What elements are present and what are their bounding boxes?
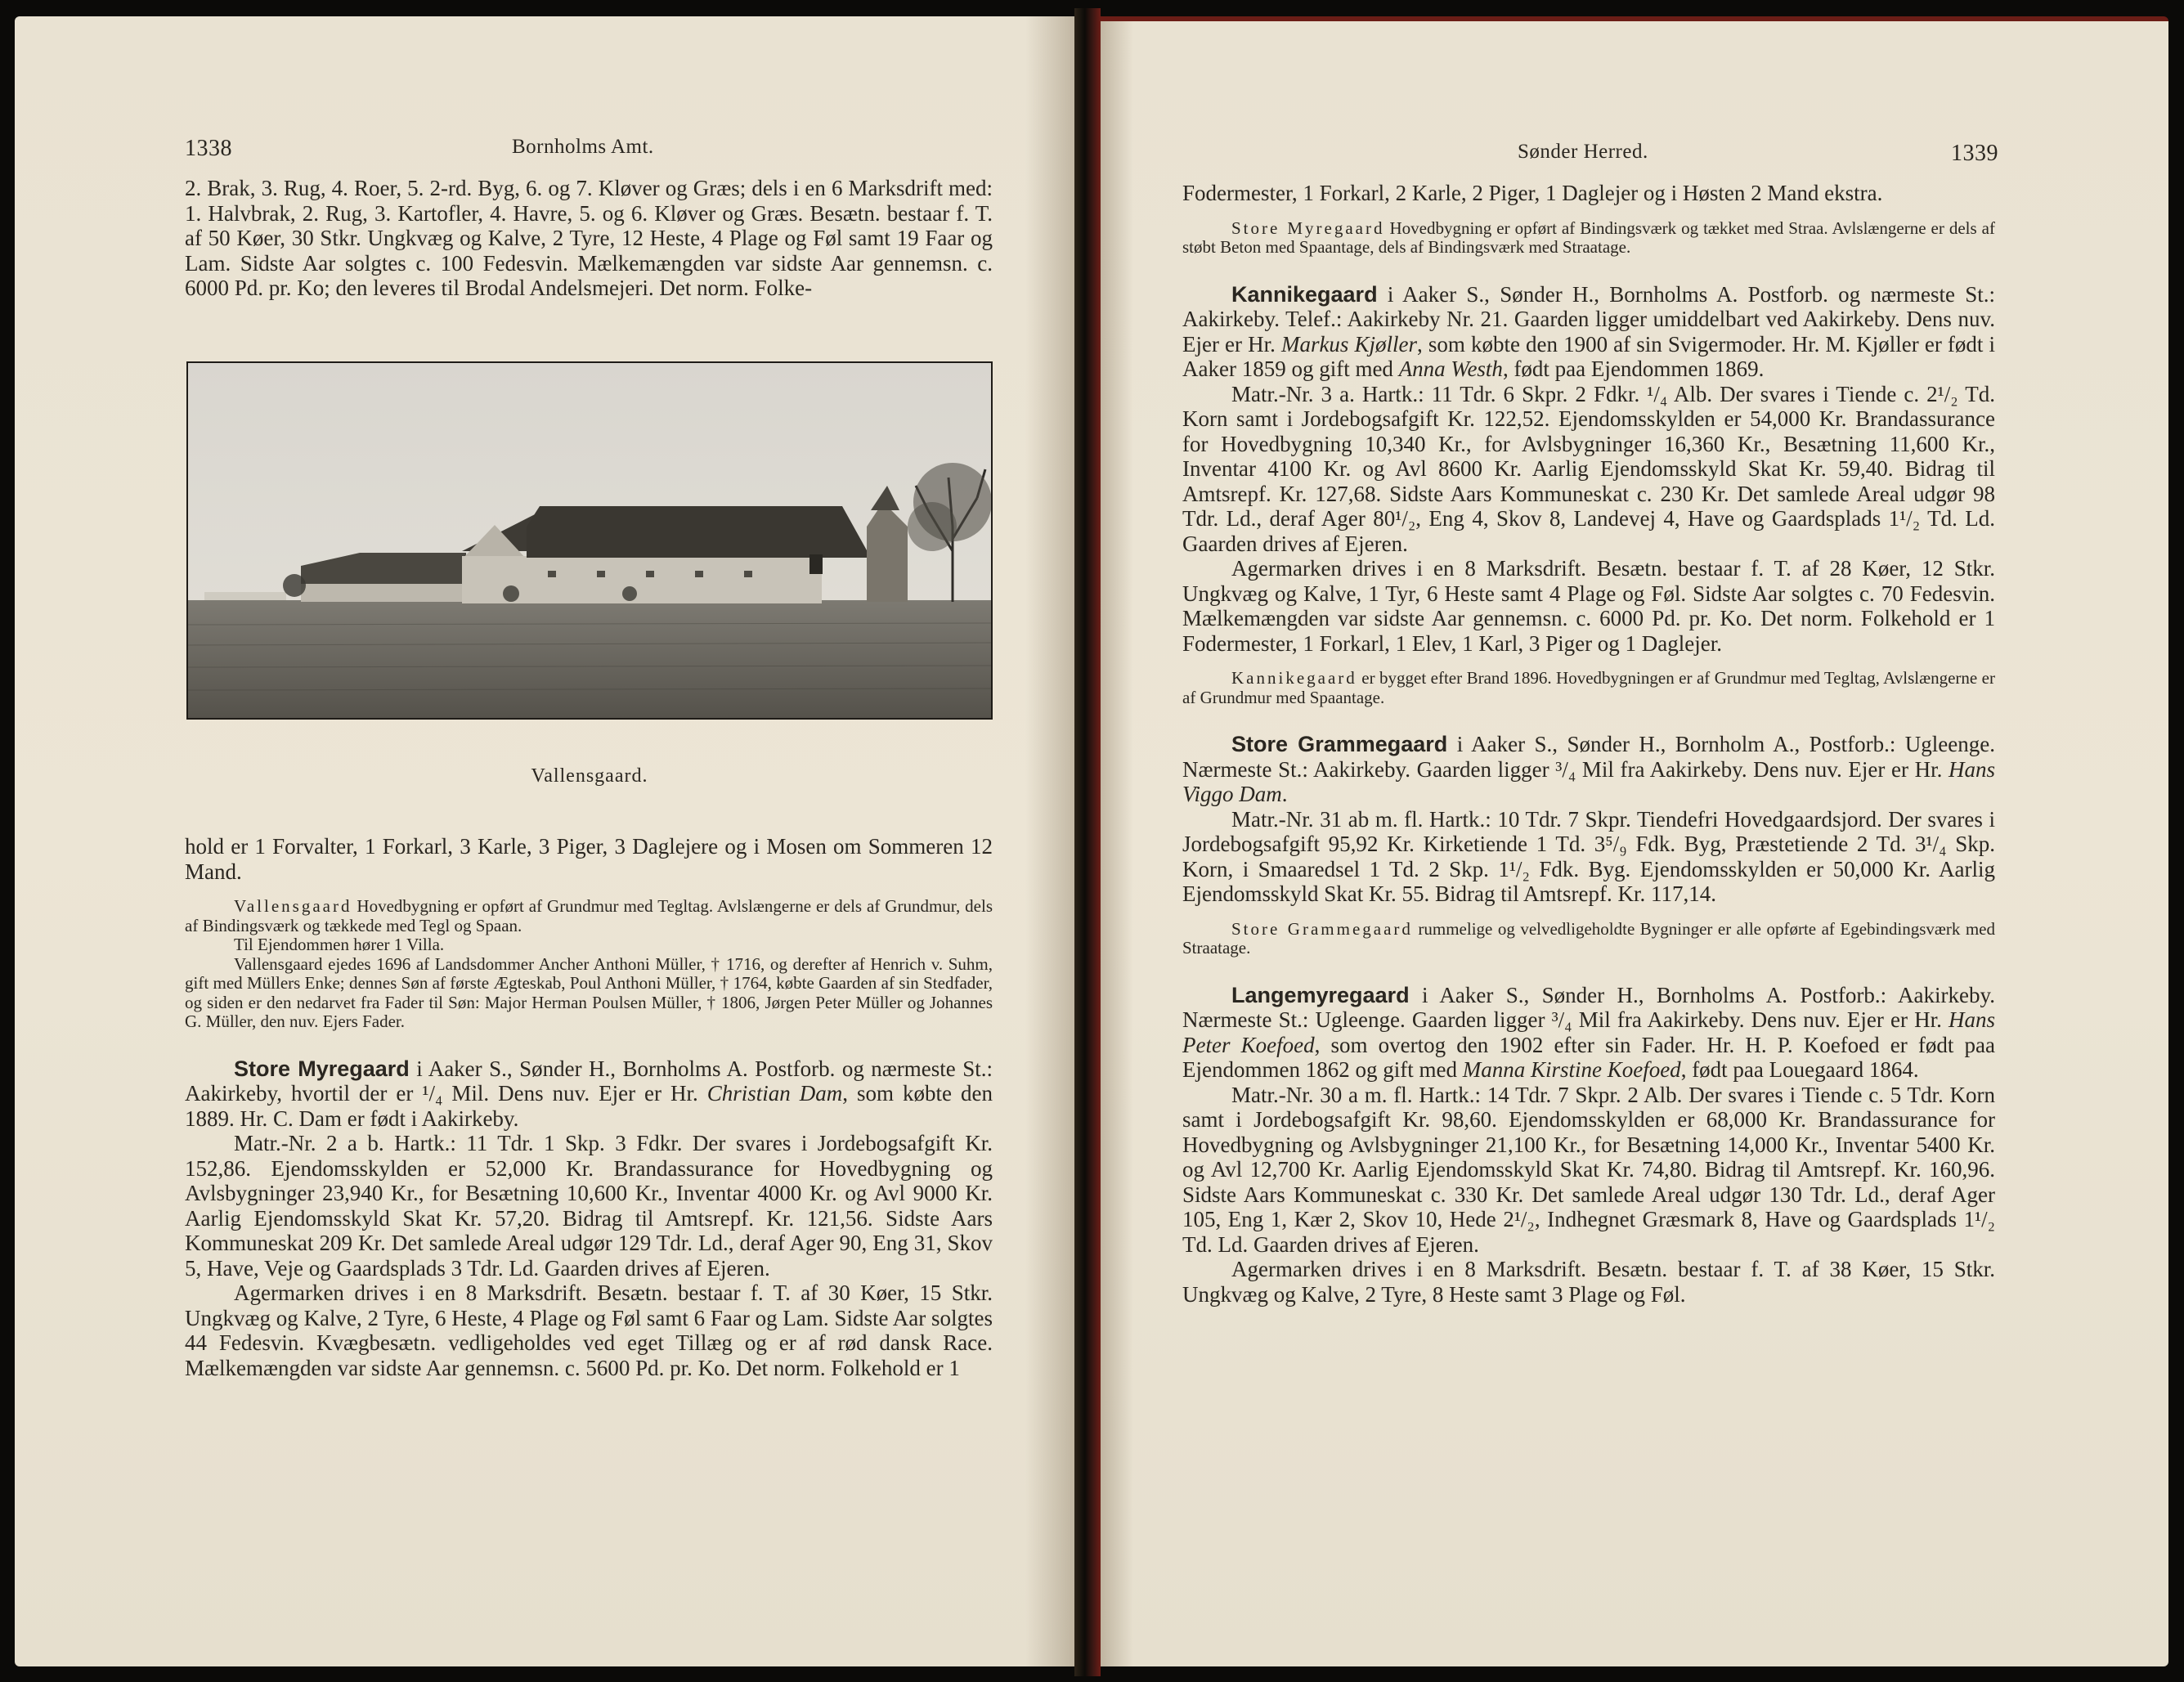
- note-rest: rummelige og velvedligeholdte Bygninger er alle opførte af Egebindingsværk med Straatage.: [1182, 918, 1996, 958]
- entry-text: i Aaker S., Sønder H., Bornholm A., Postforb.: Ugleenge. Nærmeste St.: Aakirkeby. Gaarden ligger ³/₄ Mil fra Aakirkeby. Dens nuv. Ejer er Hr.: [1182, 732, 1995, 782]
- villa-note: Til Ejendommen hører 1 Villa.: [234, 935, 445, 954]
- vallensgaard-photo: [188, 363, 991, 718]
- note-rest: Hovedbygning er opført af Grundmur med Tegltag. Avlslængerne er dels af Grundmur, dels af Bindingsværk og tækkede med Tegl og Spaan.: [185, 896, 993, 935]
- langemyregaard-details: Matr.-Nr. 30 a m. fl. Hartk.: 14 Tdr. 7 Skpr. 2 Alb. Der svares i Tiende c. 5 Tdr. Korn samt i Jordebogsafgift Kr. 98,60. Ejendomsskylden er 68,000 Kr. Brandassurance for Hovedbygning og Avlsbygninger 21,100 Kr., for Besætning 14,000 Kr., Inventar 5400 Kr. og Avl 12,700 Kr. Aarlig Ejendomsskyld Skat Kr. 74,80. Bidrag til Amtsrepf. Kr. 160,96. Sidste Aars Kommuneskat c. 330 Kr. Det samlede Areal udgør 130 Tdr. Ld., deraf Ager 105, Eng 1, Kær 2, Skov 10, Hede 2¹/₂, Indhegnet Græsmark 8, Have og Gaardsplads 1¹/₂ Td. Ld. Gaarden drives af Ejeren.: [1182, 1082, 1995, 1257]
- farm-name: Store Grammegaard: [1231, 732, 1448, 756]
- langemyregaard-entry: [1182, 983, 1995, 1083]
- store-myregaard-farming: Agermarken drives i en 8 Marksdrift. Besætn. bestaar f. T. af 30 Køer, 15 Stkr. Ungkvæg og Kalve, 2 Tyre, 6 Heste, 4 Plage og Føl samt 6 Faar og Lam. Sidste Aar solgtes 44 Fedesvin. Kvægbesætn. vedligeholdes ved eget Tillæg og er af rød dansk Race. Mælkemængden var sidste Aar gennemsn. c. 5600 Pd. pr. Ko. Det norm. Folkehold er 1: [185, 1281, 993, 1380]
- vallensgaard-building-note: [185, 897, 993, 935]
- langemyregaard-farming: Agermarken drives i en 8 Marksdrift. Besætn. bestaar f. T. af 38 Køer, 15 Stkr. Ungkvæg og Kalve, 2 Tyre, 8 Heste samt 3 Plage og Føl.: [1182, 1257, 1995, 1307]
- wife-name: Manna Kirstine Koefoed: [1462, 1057, 1681, 1082]
- right-page: [1101, 16, 2168, 1666]
- left-lower: [185, 834, 993, 1380]
- note-lead: Store Myregaard: [1231, 218, 1385, 238]
- store-myregaard-details: Matr.-Nr. 2 a b. Hartk.: 11 Tdr. 1 Skp. 3 Fdkr. Der svares i Jordebogsafgift Kr. 152,86. Ejendomsskylden er 52,000 Kr. Brandassurance for Hovedbygning og Avlsbygninger 23,940 Kr., for Besætning 10,600 Kr., Inventar 4000 Kr. og Avl 9000 Kr. Aarlig Ejendomsskyld Skat Kr. 57,20. Bidrag til Amtsrepf. Kr. 121,56. Sidste Aars Kommuneskat 209 Kr. Det samlede Areal udgør 129 Tdr. Ld., deraf Ager 90, Eng 31, Skov 5, Have, Veje og Gaardsplads 3 Tdr. Ld. Gaarden drives af Ejeren.: [185, 1131, 993, 1281]
- book-gutter: [1074, 8, 1101, 1676]
- owner-name: Hans Viggo Dam: [1182, 756, 1995, 806]
- spacer: [185, 1032, 993, 1056]
- spacer: [1182, 707, 1995, 732]
- owner-name: Hans Peter Koefoed: [1182, 1007, 1995, 1057]
- running-head: Sønder Herred.: [1518, 141, 1648, 163]
- note-rest: Hovedbygning er opført af Bindingsværk og tækket med Straa. Avlslængerne er dels af støbt Beton med Spaantage, dels af Bindingsværk med Straatage.: [1182, 218, 1995, 257]
- photo-caption: Vallensgaard.: [531, 765, 648, 787]
- kannikegaard-building-note: [1182, 669, 1995, 707]
- continuation-paragraph: Fodermester, 1 Forkarl, 2 Karle, 2 Piger, 1 Daglejer og i Høsten 2 Mand ekstra.: [1182, 181, 1883, 205]
- wife-name: Anna Westh: [1398, 357, 1503, 381]
- spacer: [1182, 958, 1995, 983]
- store-grammegaard-details: Matr.-Nr. 31 ab m. fl. Hartk.: 10 Tdr. 7 Skpr. Tiendefri Hovedgaardsjord. Der svares i Jordebogsafgift 95,92 Kr. Kirketiende 1 Td. 3⁵/₉ Fdk. Byg, Præstetiende 2 Td. 3¹/₄ Skp. Korn, i Smaaredsel 1 Td. 2 Skp. 1¹/₂ Fdk. Byg. Ejendomsskylden er 50,000 Kr. Aarlig Ejendomsskyld Skat Kr. 55. Bidrag til Amtsrepf. Kr. 117,14.: [1182, 806, 1995, 906]
- store-grammegaard-building-note: [1182, 920, 1995, 958]
- entry-text: , som overtog den 1902 efter sin Fader. Hr. H. P. Koefoed er født paa Ejendommen 1862 og gift med: [1182, 1032, 1995, 1082]
- owner-name: Christian Dam: [706, 1081, 843, 1106]
- entry-text: .: [1281, 782, 1288, 806]
- page-number: 1338: [185, 136, 232, 161]
- folkehold-paragraph: hold er 1 Forvalter, 1 Forkarl, 3 Karle, 3 Piger, 3 Daglejere og i Mosen om Sommeren 12 Mand.: [185, 834, 993, 884]
- store-grammegaard-entry: [1182, 732, 1995, 807]
- entry-text: i Aaker S., Sønder H., Bornholms A. Postforb. og nærmeste St.: Aakirkeby. Telef.: Aakirkeby Nr. 21. Gaarden ligger umiddelbart ved Aakirkeby. Dens nuv. Ejer er Hr.: [1182, 281, 1995, 357]
- farm-photo: [186, 361, 993, 720]
- right-column: [1182, 181, 1995, 1307]
- entry-text: , som købte den 1900 af sin Svigermoder. Hr. M. Kjøller er født i Aaker 1859 og gift med: [1182, 331, 1995, 381]
- entry-text: , født paa Louegaard 1864.: [1680, 1057, 1919, 1082]
- owner-name: Markus Kjøller: [1280, 331, 1418, 357]
- note-lead: Vallensgaard: [234, 896, 352, 916]
- page-number: 1339: [1951, 141, 1998, 166]
- entry-text: , som købte den 1889. Hr. C. Dam er født i Aakirkeby.: [185, 1081, 993, 1131]
- left-intro: [185, 176, 993, 301]
- farm-name: Kannikegaard: [1231, 281, 1378, 307]
- note-lead: Store Grammegaard: [1231, 918, 1413, 939]
- running-head: Bornholms Amt.: [512, 136, 654, 158]
- history-note: Vallensgaard ejedes 1696 af Landsdommer Ancher Anthoni Müller, † 1716, og derefter af Henrich v. Suhm, gift med Müllers Enke; dennes Søn af første Ægteskab, Poul Anthoni Müller, † 1764, købte Gaarden af sin Stedfader, og siden er den nedarvet fra Fader til Søn: Major Herman Poulsen Müller, † 1806, Jørgen Peter Müller og Johannes G. Müller, den nuv. Ejers Fader.: [185, 953, 993, 1031]
- store-myregaard-building-note: [1182, 219, 1995, 258]
- note-lead: Kannikegaard: [1231, 668, 1357, 688]
- farm-name: Langemyregaard: [1231, 982, 1410, 1007]
- entry-text: i Aaker S., Sønder H., Bornholms A. Postforb. og nærmeste St.: Aakirkeby, hvortil der er ¹/₄ Mil. Dens nuv. Ejer er Hr.: [185, 1056, 993, 1106]
- spacer: [1182, 656, 1995, 669]
- spacer: [185, 884, 993, 897]
- spacer: [1182, 907, 1995, 920]
- spacer: [1182, 258, 1995, 282]
- intro-paragraph: 2. Brak, 3. Rug, 4. Roer, 5. 2-rd. Byg, 6. og 7. Kløver og Græs; dels i en 6 Marksdrift med: 1. Halvbrak, 2. Rug, 3. Kartofler, 4. Havre, 5. og 6. Kløver og Græs. Besætn. bestaar f. T. af 50 Køer, 30 Stkr. Ungkvæg og Kalve, 2 Tyre, 12 Heste, 4 Plage og Føl samt 19 Faar og Lam. Sidste Aar solgtes c. 100 Fedesvin. Mælkemængden var sidste Aar gennemsn. c. 6000 Pd. pr. Ko; den leveres til Brodal Andelsmejeri. Det norm. Folke-: [185, 176, 993, 300]
- note-rest: er bygget efter Brand 1896. Hovedbygningen er af Grundmur med Tegltag, Avlslængerne er af Grundmur med Spaantage.: [1182, 668, 1995, 707]
- kannikegaard-farming: Agermarken drives i en 8 Marksdrift. Besætn. bestaar f. T. af 28 Køer, 12 Stkr. Ungkvæg og Kalve, 1 Tyr, 6 Heste samt 4 Plage og Føl. Sidste Aar solgtes c. 70 Fedesvin. Mælkemængden var sidste Aar gennemsn. c. 6000 Pd. pr. Ko. Det norm. Folkehold er 1 Fodermester, 1 Forkarl, 1 Elev, 1 Karl, 3 Piger og 1 Daglejer.: [1182, 556, 1995, 656]
- kannikegaard-details: Matr.-Nr. 3 a. Hartk.: 11 Tdr. 6 Skpr. 2 Fdkr. ¹/₄ Alb. Der svares i Tiende c. 2¹/₂ Td. Korn samt i Jordebogsafgift Kr. 122,52. Ejendomsskylden er 54,000 Kr. Brandassurance for Hovedbygning 10,340 Kr., for Avlsbygninger 16,360 Kr., Besætning 11,600 Kr., Inventar 4100 Kr. og Avl 8600 Kr. Aarlig Ejendomsskyld Skat Kr. 59,40. Bidrag til Amtsrepf. Kr. 127,68. Sidste Aars Kommuneskat c. 230 Kr. Det samlede Areal udgør 98 Tdr. Ld., deraf Ager 80¹/₂, Eng 4, Skov 8, Landevej 4, Have og Gaardsplads 1¹/₂ Td. Ld. Gaarden drives af Ejeren.: [1182, 381, 1995, 556]
- store-myregaard-entry: [185, 1056, 993, 1132]
- kannikegaard-entry: [1182, 282, 1995, 382]
- entry-text: , født paa Ejendommen 1869.: [1502, 357, 1765, 381]
- spacer: [1182, 206, 1995, 219]
- farm-name: Store Myregaard: [234, 1056, 410, 1081]
- left-page: [15, 16, 1074, 1666]
- entry-text: i Aaker S., Sønder H., Bornholms A. Postforb.: Aakirkeby. Nærmeste St.: Ugleenge. Gaarden ligger ³/₄ Mil fra Aakirkeby. Dens nuv. Ejer er Hr.: [1182, 982, 1995, 1032]
